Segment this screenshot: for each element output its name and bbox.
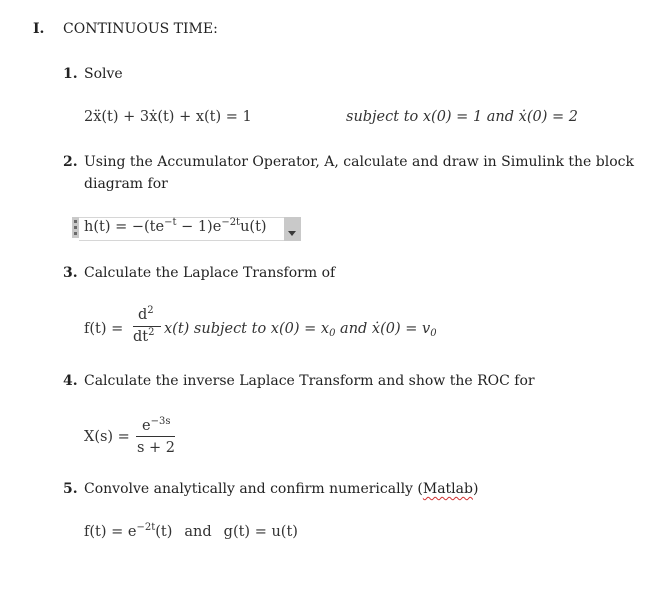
q5-equation: $f(t) = e^{-2t}(t)$ and g(t) = u(t) (84, 522, 298, 540)
equation-options-dropdown-icon[interactable] (284, 217, 301, 241)
q3-label: Calculate the Laplace Transform of (84, 265, 336, 281)
q4-denominator: s + 2 (137, 440, 176, 456)
q2-eq-part-c: u(t) (240, 219, 267, 235)
q3-number: 3. (63, 265, 78, 281)
q5-label: Convolve analytically and confirm numerically (Matlab) (84, 481, 479, 497)
q1-condition: subject to x(0) = 1 and ẋ(0) = 2 (346, 109, 578, 125)
equation-drag-handle-icon[interactable] (72, 217, 79, 238)
q4-number: 4. (63, 373, 78, 389)
q4-lhs: X(s) = (84, 429, 130, 445)
q2-eq-part-a: h(t) = −(te (84, 219, 165, 235)
q2-eq-sup1: −t (164, 217, 177, 228)
q2-number: 2. (63, 154, 78, 170)
q4-fraction (136, 414, 175, 458)
q4-numerator: $e^{-3s}$ (142, 416, 171, 434)
q2-text-line1: Using the Accumulator Operator, A, calculate and draw in Simulink the block (84, 154, 634, 170)
q3-numerator: $d^2$ (138, 305, 154, 323)
q2-eq-part-b: − 1)e (176, 219, 222, 235)
q3-fraction-bar (133, 326, 161, 327)
q1-equation: 2ẍ(t) + 3ẋ(t) + x(t) = 1 (84, 109, 252, 125)
q3-rhs: x(t) subject to $x(0) = x_0$ and ẋ(0) = $v_0$ (164, 321, 437, 339)
q3-fraction (133, 307, 161, 349)
q2-eq-sup2: −2t (221, 217, 241, 228)
q1-label: Solve (84, 66, 123, 82)
spellcheck-word[interactable]: Matlab (422, 481, 473, 497)
q2-equation (84, 219, 267, 235)
q3-denominator: $dt^2$ (133, 327, 155, 345)
q5-number: 5. (63, 481, 78, 497)
q4-label: Calculate the inverse Laplace Transform and show the ROC for (84, 373, 535, 389)
q2-text-line2: diagram for (84, 176, 168, 192)
q4-fraction-bar (136, 436, 175, 437)
q1-number: 1. (63, 66, 78, 82)
section-numeral: I. (33, 21, 45, 37)
q3-lhs: f(t) = (84, 321, 124, 337)
section-title: CONTINUOUS TIME: (63, 21, 218, 37)
